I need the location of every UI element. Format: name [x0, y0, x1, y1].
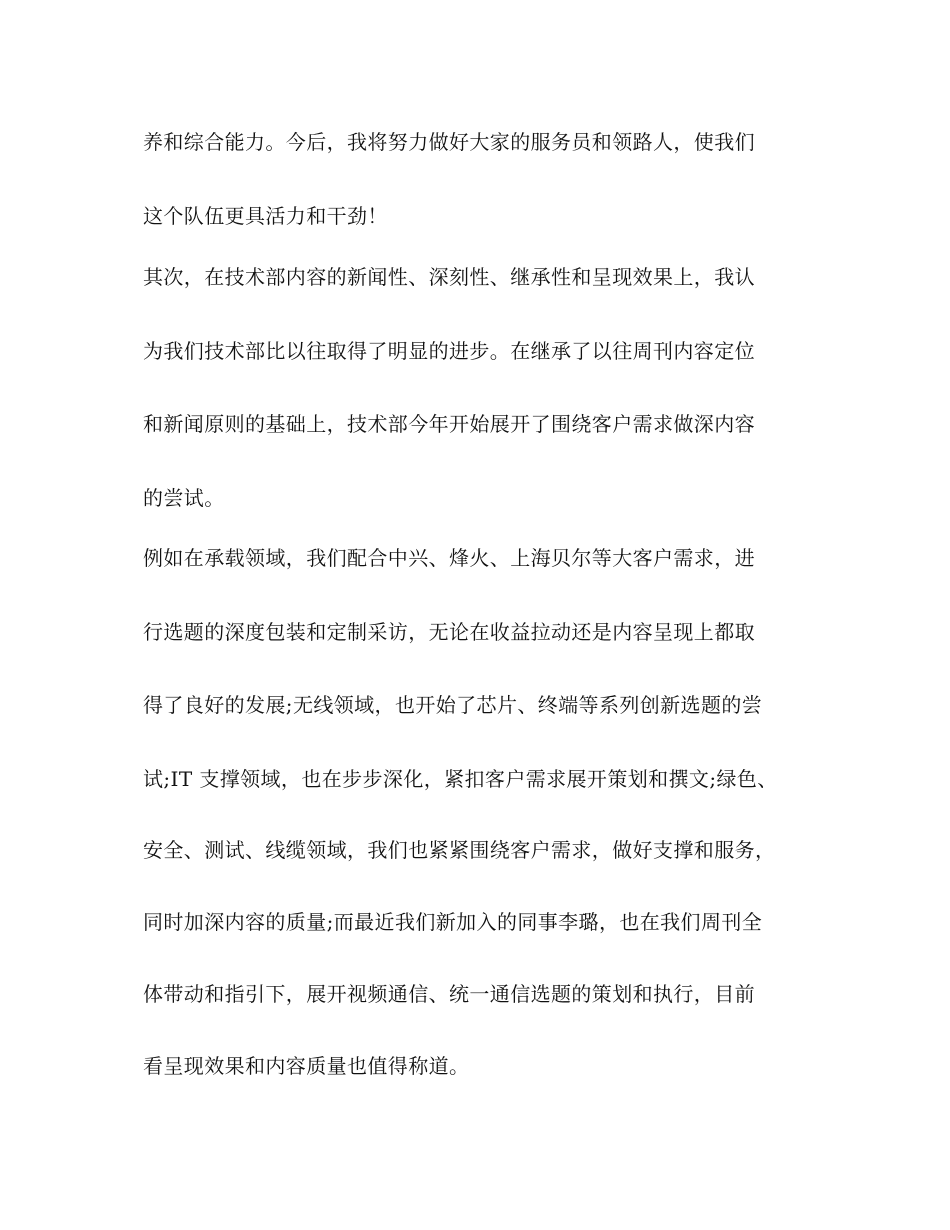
text-line: 试;IT 支撑领域，也在步步深化，紧扣客户需求展开策划和撰文;绿色、 — [143, 767, 778, 791]
text-line: 得了良好的发展;无线领域，也开始了芯片、终端等系列创新选题的尝 — [143, 693, 763, 717]
text-line: 同时加深内容的质量;而最近我们新加入的同事李璐，也在我们周刊全 — [143, 910, 763, 934]
text-line: 其次，在技术部内容的新闻性、深刻性、继承性和呈现效果上，我认 — [143, 265, 755, 289]
text-line: 安全、测试、线缆领域，我们也紧紧围绕客户需求，做好支撑和服务， — [143, 838, 776, 862]
text-line: 行选题的深度包装和定制采访，无论在收益拉动还是内容呈现上都取 — [143, 620, 755, 644]
text-line: 看呈现效果和内容质量也值得称道。 — [143, 1054, 470, 1078]
text-line: 例如在承载领域，我们配合中兴、烽火、上海贝尔等大客户需求，进 — [143, 546, 755, 570]
text-line: 的尝试。 — [143, 486, 225, 510]
text-line: 养和综合能力。今后，我将努力做好大家的服务员和领路人，使我们 — [143, 130, 755, 154]
text-line: 和新闻原则的基础上，技术部今年开始展开了围绕客户需求做深内容 — [143, 412, 755, 436]
text-line: 为我们技术部比以往取得了明显的进步。在继承了以往周刊内容定位 — [143, 339, 755, 363]
text-line: 这个队伍更具活力和干劲！ — [143, 204, 388, 228]
text-line: 体带动和指引下，展开视频通信、统一通信选题的策划和执行，目前 — [143, 982, 755, 1006]
